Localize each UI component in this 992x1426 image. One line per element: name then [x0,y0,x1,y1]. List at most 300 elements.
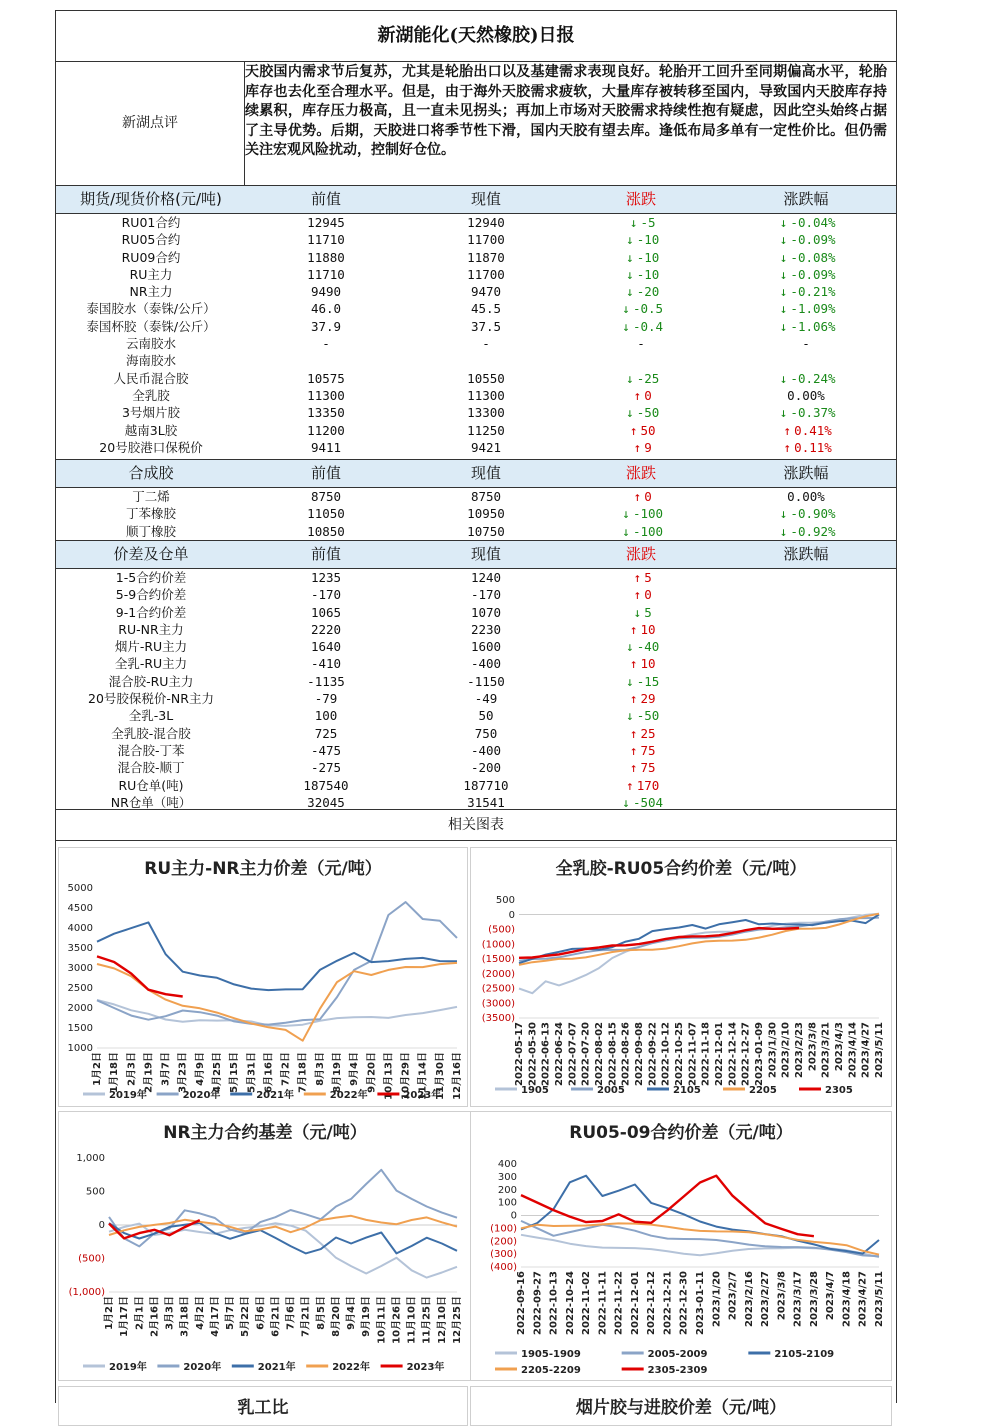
row-change [566,638,716,655]
change-value: -40 [636,639,660,655]
x-tick-label: 2022-09-16 [516,1271,527,1335]
row-pct [716,335,896,352]
row-name: 海南胶水 [125,353,176,369]
change-value: 25 [640,725,656,741]
table-row [56,707,896,724]
row-name: 混合胶-丁苯 [117,742,185,758]
row-change [566,777,716,794]
y-tick-label: 3000 [67,963,93,974]
arrow-down-icon: ↓ [625,708,634,724]
row-cur: 11250 [467,422,505,438]
arrow-up-icon: ↑ [633,489,641,504]
change-value: 5 [644,604,652,620]
x-tick-label: 9月19日 [361,1296,373,1337]
y-tick-label: 500 [495,895,515,906]
row-change [566,742,716,759]
row-cur: 11700 [467,232,505,248]
table-row [56,655,896,672]
change-value: -10 [636,249,660,265]
change-value: 0 [644,587,652,603]
y-tick-label: 0 [508,909,515,921]
change-value: 0 [644,387,652,403]
x-tick-label: 2022-05-17 [514,1022,525,1086]
change-value: -20 [636,284,660,300]
x-tick-label: 3月7日 [160,1052,172,1086]
table-row [56,638,896,655]
header-cell: 涨跌幅 [783,464,829,482]
row-pct [716,569,896,586]
chart-latex-ratio [58,1386,468,1426]
header-cell: 前值 [310,545,341,563]
table-row [56,231,896,248]
row-pct [716,370,896,387]
legend-label: 2022年 [332,1362,371,1373]
arrow-down-icon: ↓ [779,249,788,265]
row-cur: 1240 [470,570,502,585]
x-tick-label: 2022-09-08 [634,1022,645,1086]
row-name: 人民币混合胶 [113,370,189,386]
x-tick-label: 9月4日 [349,1052,361,1086]
x-tick-label: 2022-12-27 [740,1022,752,1086]
x-tick-label: 7月2日 [280,1052,292,1086]
row-pct [716,523,896,540]
row-prev: 32045 [307,794,345,810]
row-change [566,569,716,586]
arrow-down-icon: ↓ [625,266,634,282]
x-tick-label: 2023/4/14 [847,1022,859,1079]
x-tick-label: 2023/4/18 [841,1271,853,1328]
row-prev: 10850 [307,523,345,539]
header-cell: 涨跌幅 [783,190,829,208]
legend-label: 2305 [825,1085,853,1096]
row-pct [716,439,896,456]
legend-label: 2205 [749,1085,777,1096]
pct-value: -0.09% [790,232,836,248]
x-tick-label: 10月11日 [376,1296,388,1344]
arrow-down-icon: ↓ [779,232,788,248]
row-change [566,759,716,776]
change-value: -15 [636,673,660,689]
arrow-down-icon: ↓ [625,673,634,689]
row-cur: -400 [470,742,502,758]
legend-label: 2021年 [256,1090,295,1101]
table-row [56,249,896,266]
arrow-up-icon: ↑ [629,691,638,707]
row-name: NR主力 [129,284,173,300]
x-tick-label: 1月17日 [119,1296,131,1337]
y-tick-label: 4500 [67,903,93,914]
legend-label: 2005-2009 [647,1349,708,1360]
arrow-up-icon: ↑ [633,587,641,603]
x-tick-label: 9月4日 [346,1296,358,1330]
arrow-down-icon: ↓ [779,318,788,334]
row-change [566,352,716,369]
y-tick-label: (3000) [481,998,515,1010]
table-row [56,335,896,352]
x-tick-label: 2022-11-02 [581,1271,593,1335]
row-prev: - [322,336,330,352]
change-value: -100 [632,523,664,539]
row-name: 丁苯橡胶 [125,506,176,522]
x-tick-label: 5月7日 [225,1296,237,1330]
x-tick-label: 4月9日 [194,1052,206,1086]
chart-title: 乳工比 [237,1398,289,1418]
table-row [56,439,896,456]
row-name: 混合胶-RU主力 [108,673,194,689]
table-row [56,621,896,638]
row-cur: 750 [474,725,498,741]
x-tick-label: 11月10日 [406,1296,418,1344]
change-value: -0.4 [632,318,664,334]
x-tick-label: 2022-10-24 [564,1271,576,1335]
table-row [56,586,896,603]
chart-title: RU主力-NR主力价差（元/吨） [144,859,382,879]
x-tick-label: 2月1日 [134,1296,146,1330]
table-row [56,352,896,369]
header-cell: 前值 [310,190,341,208]
row-pct [716,387,896,404]
row-name: 全乳胶-混合胶 [111,725,191,741]
arrow-down-icon: ↓ [779,301,788,317]
change-value: -25 [636,370,660,386]
x-tick-label: 2023/4/7 [825,1271,837,1321]
row-name: RU05合约 [121,232,181,248]
row-pct [716,300,896,317]
chart-title: NR主力合约基差（元/吨） [163,1123,367,1143]
y-tick-label: 100 [497,1197,517,1209]
series-line [519,914,879,994]
table-row [56,725,896,742]
x-tick-label: 2023/3/17 [792,1271,804,1328]
chart-title: 全乳胶-RU05合约价差（元/吨） [555,859,807,879]
table-header [56,540,896,569]
x-tick-label: 2022-10-12 [660,1022,672,1086]
legend-label: 1905-1909 [521,1349,581,1360]
table-row [56,488,896,505]
series-line [109,1223,457,1254]
row-prev: 37.9 [310,318,342,334]
header-cell: 现值 [470,190,501,208]
x-tick-label: 2022-07-07 [567,1022,579,1086]
row-name: 全乳-RU主力 [114,656,188,672]
arrow-down-icon: ↓ [625,232,634,248]
row-name: 全乳-3L [128,708,174,724]
row-pct [716,352,896,369]
arrow-up-icon: ↑ [629,725,638,741]
row-cur: 11870 [467,249,505,265]
arrow-up-icon: ↑ [633,439,641,455]
x-tick-label: 10月13日 [383,1052,395,1100]
header-cell: 涨跌 [625,545,656,563]
series-line [97,963,457,1041]
x-tick-label: 12月16日 [452,1052,463,1100]
row-pct [716,604,896,621]
header-cell: 涨跌 [625,190,656,208]
report-frame [55,10,897,1418]
header-cell: 现值 [470,545,501,563]
row-pct [716,404,896,421]
change-value: -100 [632,506,664,522]
y-tick-label: 0 [510,1210,517,1222]
change-value: 0 [644,489,652,504]
row-change [566,266,716,283]
chart-title: RU05-09合约价差（元/吨） [569,1123,793,1143]
row-pct [716,707,896,724]
comment-label: 新湖点评 [56,61,245,185]
row-prev: 10575 [307,370,345,386]
row-change [566,300,716,317]
x-tick-label: 2022-11-07 [687,1022,699,1086]
arrow-down-icon: ↓ [779,215,788,230]
y-tick-label: 1000 [67,1043,93,1054]
arrow-down-icon: ↓ [779,523,788,539]
x-tick-label: 2022-08-26 [620,1022,632,1086]
x-tick-label: 2月3日 [126,1052,138,1086]
arrow-down-icon: ↓ [779,506,788,522]
x-tick-label: 2023/4/3 [834,1022,845,1072]
change-value: -504 [632,794,664,810]
pct-value: 0.41% [794,422,832,438]
chart-rss-import-spread [470,1386,892,1426]
row-pct [716,725,896,742]
row-change [566,725,716,742]
row-prev: -475 [310,742,342,758]
pct-value: -1.06% [790,318,836,334]
x-tick-label: 1月2日 [104,1296,115,1330]
x-tick-label: 2月19日 [143,1052,155,1093]
row-cur: 45.5 [470,301,502,317]
legend-label: 2305-2309 [647,1365,708,1376]
row-prev: -79 [314,691,338,707]
y-tick-label: 4000 [67,923,93,934]
row-pct [716,638,896,655]
x-tick-label: 2022-08-02 [594,1022,605,1086]
row-name: 泰国胶水（泰铢/公斤） [86,301,216,317]
arrow-up-icon: ↑ [629,656,638,672]
x-tick-label: 2022-12-14 [727,1022,739,1086]
row-pct [716,621,896,638]
row-cur [406,352,566,369]
x-tick-label: 5月31日 [246,1052,258,1093]
row-pct [716,777,896,794]
change-value: 5 [644,570,652,585]
legend-label: 2205-2209 [521,1365,581,1376]
row-pct [716,249,896,266]
row-prev: 13350 [307,405,345,421]
change-value: 170 [636,777,660,793]
table-row [56,387,896,404]
y-tick-label: (2500) [481,983,515,995]
row-change [566,387,716,404]
x-tick-label: 5月15日 [229,1052,241,1093]
header-cell: 涨跌幅 [783,545,829,563]
chart-title: 烟片胶与进胶价差（元/吨） [575,1398,787,1418]
arrow-down-icon: ↓ [779,370,788,386]
y-tick-label: 500 [85,1186,105,1198]
row-cur: 11700 [467,266,505,282]
header-cell: 现值 [470,464,501,482]
row-prev: 725 [314,725,338,741]
table-section-0 [56,185,896,456]
row-cur: 1070 [470,604,502,620]
y-tick-label: (1000) [481,939,515,951]
x-tick-label: 2023/1/20 [711,1271,723,1328]
table-row [56,214,896,231]
row-prev: 11200 [307,422,345,438]
x-tick-label: 2023/3/8 [776,1271,788,1321]
arrow-up-icon: ↑ [625,777,634,793]
arrow-up-icon: ↑ [629,621,638,637]
x-tick-label: 2023/5/11 [874,1022,885,1079]
row-prev: -1135 [307,673,345,689]
row-change [566,318,716,335]
x-tick-label: 2月16日 [149,1296,161,1337]
y-tick-label: (100) [490,1223,517,1235]
row-change [566,690,716,707]
row-name: 云南胶水 [125,336,176,352]
row-pct [716,488,896,505]
pct-value: -1.09% [790,301,836,317]
table-row [56,777,896,794]
pct-value: -0.92% [790,523,836,539]
x-tick-label: 2023/4/27 [860,1022,872,1079]
series-line [97,956,183,996]
row-prev: -170 [310,587,342,603]
row-change [566,586,716,603]
series-line [97,1000,457,1026]
table-row [56,690,896,707]
x-tick-label: 2022-08-15 [607,1022,619,1086]
x-tick-label: 7月6日 [285,1296,297,1330]
x-tick-label: 11月25日 [421,1296,433,1344]
arrow-down-icon: ↓ [625,284,634,300]
x-tick-label: 2023/4/27 [857,1271,869,1328]
change-value: 10 [640,621,656,637]
arrow-down-icon: ↓ [622,794,630,810]
row-prev: 2220 [310,621,342,637]
row-name: NR仓单（吨） [110,794,192,810]
change-value: -5 [640,215,656,230]
x-tick-label: 1月2日 [92,1052,103,1086]
row-cur: 13300 [467,405,505,421]
row-name: RU01合约 [121,215,181,230]
table-row [56,318,896,335]
row-pct [716,673,896,690]
row-cur: 12940 [467,215,505,230]
x-tick-label: 10月26日 [391,1296,403,1344]
row-name: 20号胶保税价-NR主力 [88,691,214,707]
row-prev: 11300 [307,387,345,403]
change-value: 75 [640,760,656,776]
row-prev [246,352,406,369]
y-tick-label: (400) [490,1262,517,1273]
arrow-up-icon: ↑ [629,422,638,438]
row-name: 越南3L胶 [124,422,178,438]
x-tick-label: 2022-09-22 [647,1022,659,1086]
row-name: 3号烟片胶 [122,405,180,421]
legend-label: 2005 [597,1085,625,1096]
row-prev: 1065 [310,604,342,620]
table-row [56,404,896,421]
series-line [97,922,457,990]
x-tick-label: 12月25日 [452,1296,463,1344]
legend-label: 2022年 [329,1090,368,1101]
row-pct [716,655,896,672]
change-value: 50 [640,422,656,438]
x-tick-label: 2022-11-18 [700,1022,712,1086]
row-cur: -49 [474,691,498,707]
change-value: - [637,336,645,352]
pct-value: 0.00% [787,489,825,504]
x-tick-label: 11月30日 [434,1052,446,1100]
row-prev: 9490 [310,284,342,300]
arrow-down-icon: ↓ [625,370,634,386]
x-tick-label: 4月17日 [209,1296,221,1337]
row-prev: 100 [314,708,338,724]
table-header [56,185,896,214]
legend-label: 2020年 [182,1090,221,1101]
x-tick-label: 6月21日 [270,1296,282,1337]
row-name: 丁二烯 [132,489,170,504]
x-tick-label: 9月20日 [366,1052,378,1093]
x-tick-label: 2022-12-30 [678,1271,690,1335]
x-tick-label: 8月5日 [315,1296,327,1330]
x-tick-label: 2022-12-21 [662,1271,674,1335]
header-cell: 合成胶 [128,464,174,482]
legend-label: 2023年 [406,1362,445,1373]
header-cell: 期货/现货价格(元/吨) [80,190,222,208]
row-prev: 11880 [307,249,345,265]
row-name: 20号胶港口保税价 [99,439,203,455]
y-tick-label: 5000 [67,883,93,894]
row-prev: 8750 [310,489,342,504]
x-tick-label: 2023/2/16 [743,1271,755,1328]
row-prev: 46.0 [310,301,342,317]
row-change [566,673,716,690]
change-value: 75 [640,742,656,758]
arrow-up-icon: ↑ [783,422,791,438]
row-pct [716,283,896,300]
x-tick-label: 4月2日 [194,1296,206,1330]
y-tick-label: 400 [497,1159,517,1170]
x-tick-label: 11月14日 [417,1052,429,1100]
table-row [56,422,896,439]
arrow-down-icon: ↓ [625,639,634,655]
row-prev: 11050 [307,506,345,522]
x-tick-label: 2022-11-11 [597,1271,609,1335]
legend-label: 2105 [673,1085,701,1096]
arrow-down-icon: ↓ [779,266,788,282]
pct-value: 0.00% [787,387,825,403]
row-change [566,523,716,540]
x-tick-label: 2022-05-30 [527,1022,539,1086]
x-tick-label: 2022-09-27 [532,1271,544,1335]
row-cur: -200 [470,760,502,776]
change-value: -0.5 [632,301,664,317]
change-value: -50 [636,405,660,421]
change-value: -50 [636,708,660,724]
table-header [56,459,896,488]
row-name: 5-9合约价差 [115,587,187,603]
row-cur: -170 [470,587,502,603]
arrow-down-icon: ↓ [629,215,638,230]
change-value: 29 [640,691,656,707]
x-tick-label: 2022-12-12 [646,1271,658,1335]
row-cur: 31541 [467,794,505,810]
row-change [566,231,716,248]
row-prev: 187540 [303,777,349,793]
row-cur: 187710 [463,777,509,793]
